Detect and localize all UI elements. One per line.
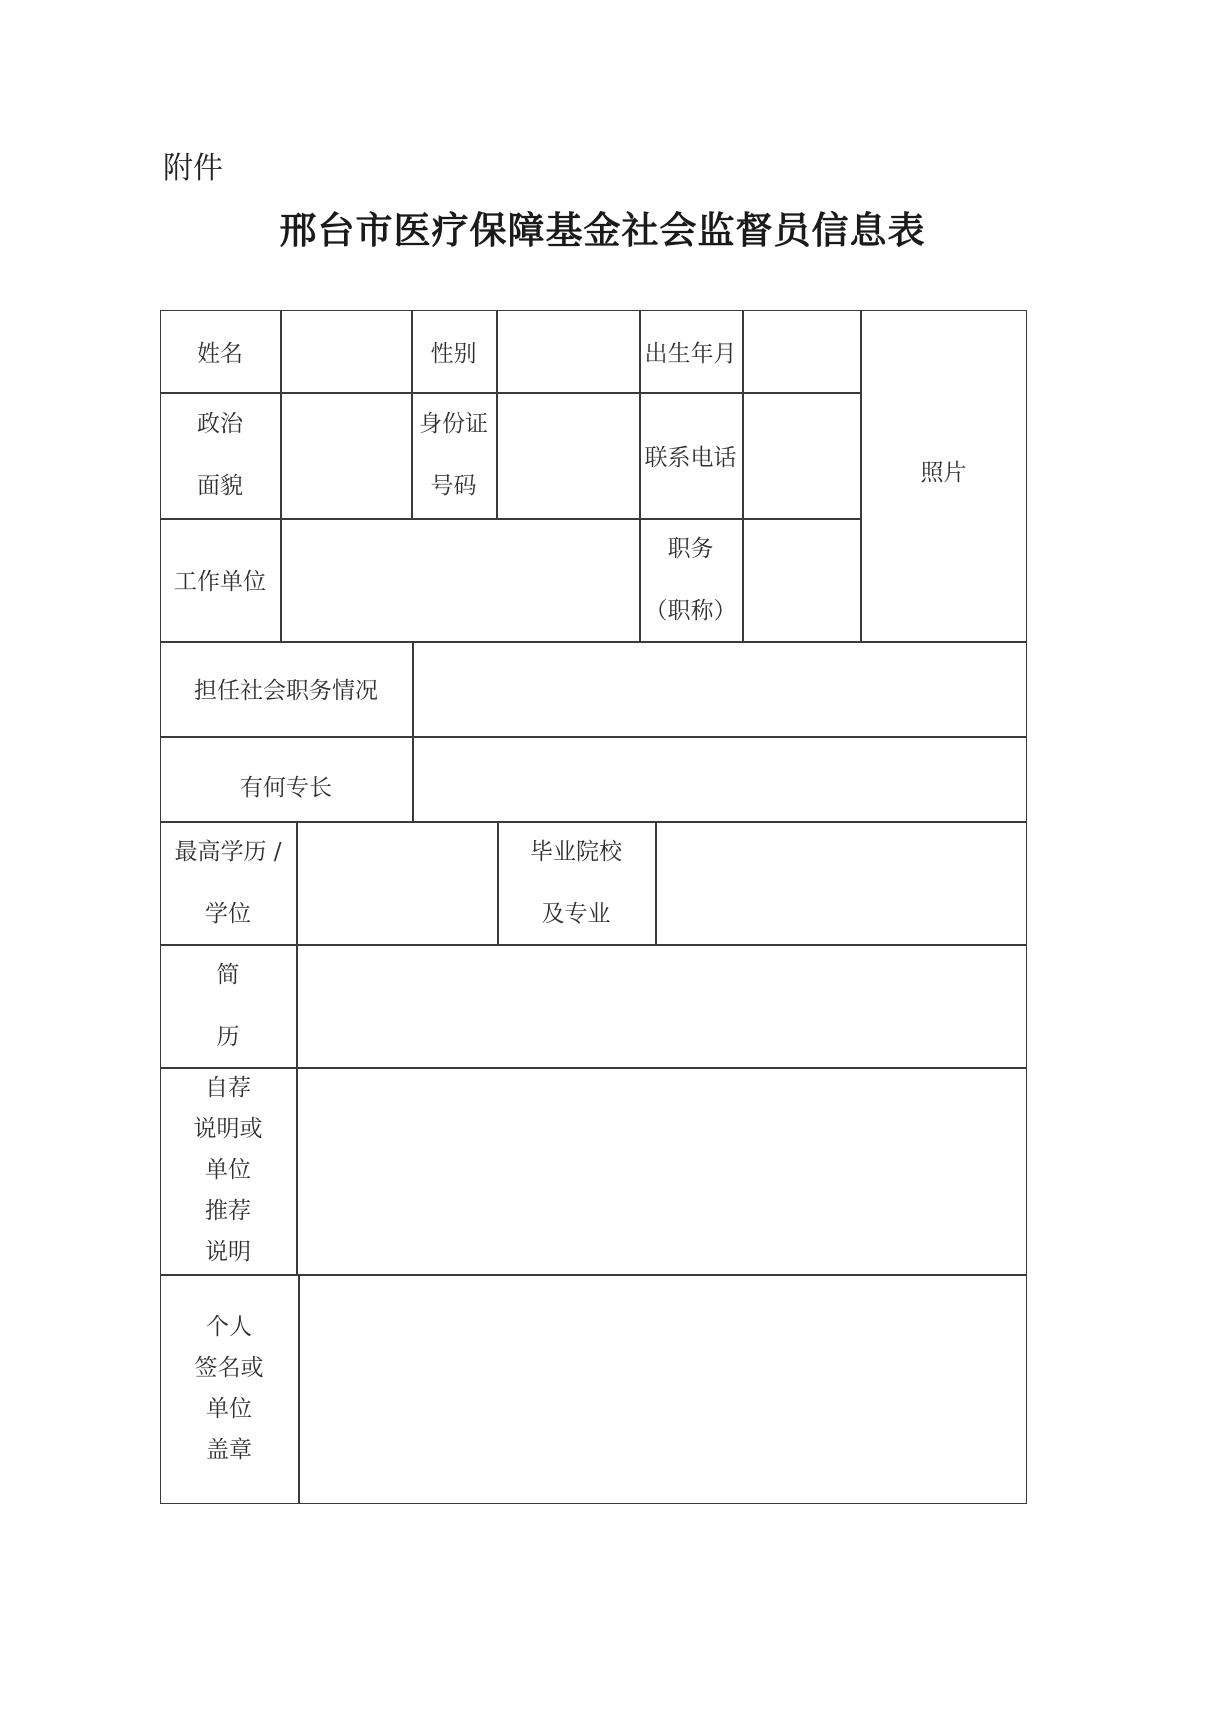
gender-label: 性别 bbox=[430, 340, 477, 367]
name-field[interactable] bbox=[281, 311, 411, 392]
duty-label: 职务 （职称） bbox=[644, 535, 737, 624]
political-field[interactable] bbox=[281, 393, 411, 518]
specialty-label: 有何专长 bbox=[240, 775, 332, 801]
signature-label: 个人 签名或 单位 盖章 bbox=[194, 1314, 264, 1463]
specialty-field[interactable] bbox=[413, 737, 1027, 821]
phone-label: 联系电话 bbox=[644, 444, 737, 471]
name-label: 姓名 bbox=[197, 340, 243, 367]
school-label: 毕业院校 及专业 bbox=[530, 838, 622, 927]
signature-field[interactable] bbox=[299, 1275, 1027, 1504]
birth-label: 出生年月 bbox=[644, 340, 737, 367]
id-number-field[interactable] bbox=[497, 393, 639, 518]
photo-label: 照片 bbox=[920, 460, 967, 486]
photo-box[interactable] bbox=[860, 310, 1027, 641]
gender-field[interactable] bbox=[497, 311, 639, 392]
id-number-label: 身份证 号码 bbox=[419, 411, 488, 499]
work-unit-label: 工作单位 bbox=[174, 569, 266, 595]
attachment-label: 附件 bbox=[163, 151, 223, 186]
resume-label: 简 历 bbox=[216, 961, 240, 1050]
resume-field[interactable] bbox=[297, 945, 1027, 1067]
social-duties-label: 担任社会职务情况 bbox=[194, 678, 378, 704]
political-label: 政治 面貌 bbox=[197, 411, 243, 499]
education-field[interactable] bbox=[297, 822, 497, 944]
birth-field[interactable] bbox=[743, 311, 860, 392]
duty-field[interactable] bbox=[743, 519, 860, 641]
work-unit-field[interactable] bbox=[281, 519, 639, 641]
social-duties-field[interactable] bbox=[413, 642, 1027, 736]
recommendation-field[interactable] bbox=[297, 1068, 1027, 1274]
education-label: 最高学历 / 学位 bbox=[174, 838, 282, 927]
page-title: 邢台市医疗保障基金社会监督员信息表 bbox=[279, 209, 926, 252]
school-field[interactable] bbox=[656, 822, 1027, 944]
phone-field[interactable] bbox=[743, 393, 860, 518]
recommendation-label: 自荐 说明或 单位 推荐 说明 bbox=[193, 1075, 263, 1265]
